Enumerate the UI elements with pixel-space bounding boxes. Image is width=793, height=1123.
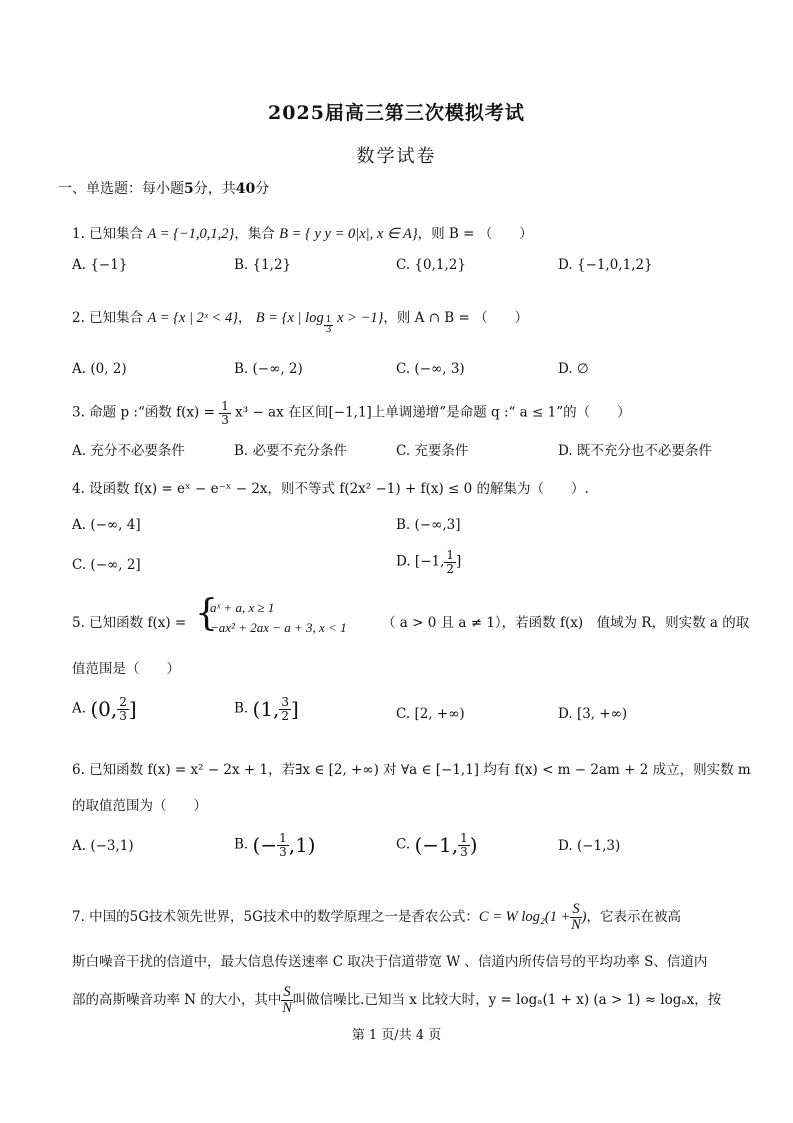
page-footer: 第 1 页/共 4 页 — [351, 1028, 442, 1043]
q5-option-c[interactable]: C. [2, +∞) — [396, 706, 465, 722]
q6-option-d[interactable]: D. (−1,3) — [558, 838, 621, 854]
piecewise-case-2: −ax² + 2ax − a + 3, x < 1 — [210, 620, 347, 635]
q3-option-d[interactable]: D. 既不充分也不必要条件 — [558, 443, 712, 459]
q3-option-b[interactable]: B. 必要不充分条件 — [234, 443, 348, 459]
q2-option-c[interactable]: C. (−∞, 3) — [396, 361, 465, 377]
question-3-stem: 3. 命题 p :“函数 f(x) = $\frac{1}{3}$ x³ − ax 在区间[−1,1]上单调递增”是命题 q :“ a ≤ 1”的（ ） — [72, 399, 631, 427]
q4-option-c[interactable]: C. (−∞, 2] — [72, 557, 141, 573]
section-heading: 一、单选题：每小题5分，共40分 — [58, 181, 270, 197]
q1-option-c[interactable]: C. {0,1,2} — [396, 257, 466, 273]
q4-option-a[interactable]: A. (−∞, 4] — [72, 517, 141, 533]
q1-option-d[interactable]: D. {−1,0,1,2} — [558, 257, 653, 273]
question-5-continuation: 值范围是（ ） — [72, 661, 180, 677]
question-7-line-2: 斯白噪音干扰的信道中，最大信息传送速率 C 取决于信道带宽 W 、信道内所传信号的平均功率 S、信道内 — [72, 954, 708, 970]
q6-option-b[interactable]: B. (− $\frac{1}{3}$ ,1) — [234, 831, 316, 859]
set-a: A = {−1,0,1,2} — [147, 226, 235, 242]
question-5-stem: 5. 已知函数 f(x) = — [72, 615, 187, 631]
one-third-fraction: $\frac{1}{3}$ — [221, 399, 229, 427]
q5-option-a[interactable]: A. (0, $\frac{2}{3}$ ] — [72, 695, 137, 723]
set-b: B = { y y = 0|x|, x ∈ A} — [279, 226, 418, 242]
question-5-condition: （ a > 0 且 a ≠ 1），若函数 f(x) 值域为 R，则实数 a 的取 — [382, 615, 750, 631]
q5-option-d[interactable]: D. [3, +∞) — [558, 706, 628, 722]
question-1-stem: 1. 已知集合 A = {−1,0,1,2}，集合 B = { y y = 0|x|, x ∈ A}，则 B = （ ） — [72, 226, 533, 242]
q2-option-a[interactable]: A. (0, 2) — [72, 361, 127, 377]
exam-subtitle: 数学试卷 — [356, 146, 437, 167]
question-2-stem: 2. 已知集合 A = {x | 2ˣ < 4}， B = {x | log $\frac{1}{3}$ x > −1}，则 A ∩ B = （ ） — [72, 310, 529, 335]
log-base-fraction: $\frac{1}{3}$ — [325, 314, 332, 335]
question-7-line-1: 7. 中国的5G技术领先世界，5G技术中的数学原理之一是香农公式：C = W log₂(1 + $\frac{S}{N}$ )，它表示在被高 — [72, 901, 681, 934]
q4-option-b[interactable]: B. (−∞,3] — [396, 517, 461, 533]
question-6-continuation: 的取值范围为（ ） — [72, 798, 207, 814]
q4-option-d[interactable]: D. [−1, $\frac{1}{2}$ ] — [396, 548, 462, 576]
q3-option-a[interactable]: A. 充分不必要条件 — [72, 443, 185, 459]
q3-option-c[interactable]: C. 充要条件 — [396, 443, 469, 459]
exam-title: 2025届高三第三次模拟考试 — [268, 102, 525, 124]
question-7-line-3: 部的高斯噪音功率 N 的大小，其中 $\frac{S}{N}$ 叫做信噪比.已知当 x 比较大时，y = logₐ(1 + x) (a > 1) ≈ logₐx，按 — [72, 984, 722, 1017]
q6-option-c[interactable]: C. (−1, $\frac{1}{3}$ ) — [396, 831, 478, 859]
q5-option-b[interactable]: B. (1, $\frac{3}{2}$ ] — [234, 695, 299, 723]
q1-option-b[interactable]: B. {1,2} — [234, 257, 292, 273]
q6-option-a[interactable]: A. (−3,1) — [72, 838, 134, 854]
q2-option-b[interactable]: B. (−∞, 2) — [234, 361, 303, 377]
q1-option-a[interactable]: A. {−1} — [72, 257, 128, 273]
piecewise-case-1: aˣ + a, x ≥ 1 — [210, 600, 275, 615]
question-4-stem: 4. 设函数 f(x) = eˣ − e⁻ˣ − 2x，则不等式 f(2x² −1) + f(x) ≤ 0 的解集为（ ）. — [72, 481, 589, 497]
question-6-stem: 6. 已知函数 f(x) = x² − 2x + 1，若∃x ∈ [2, +∞) 对 ∀a ∈ [−1,1] 均有 f(x) < m − 2am + 2 成立，则实数 m — [72, 762, 751, 778]
piecewise-brace: { — [195, 593, 218, 634]
q2-option-d[interactable]: D. ∅ — [558, 361, 589, 377]
